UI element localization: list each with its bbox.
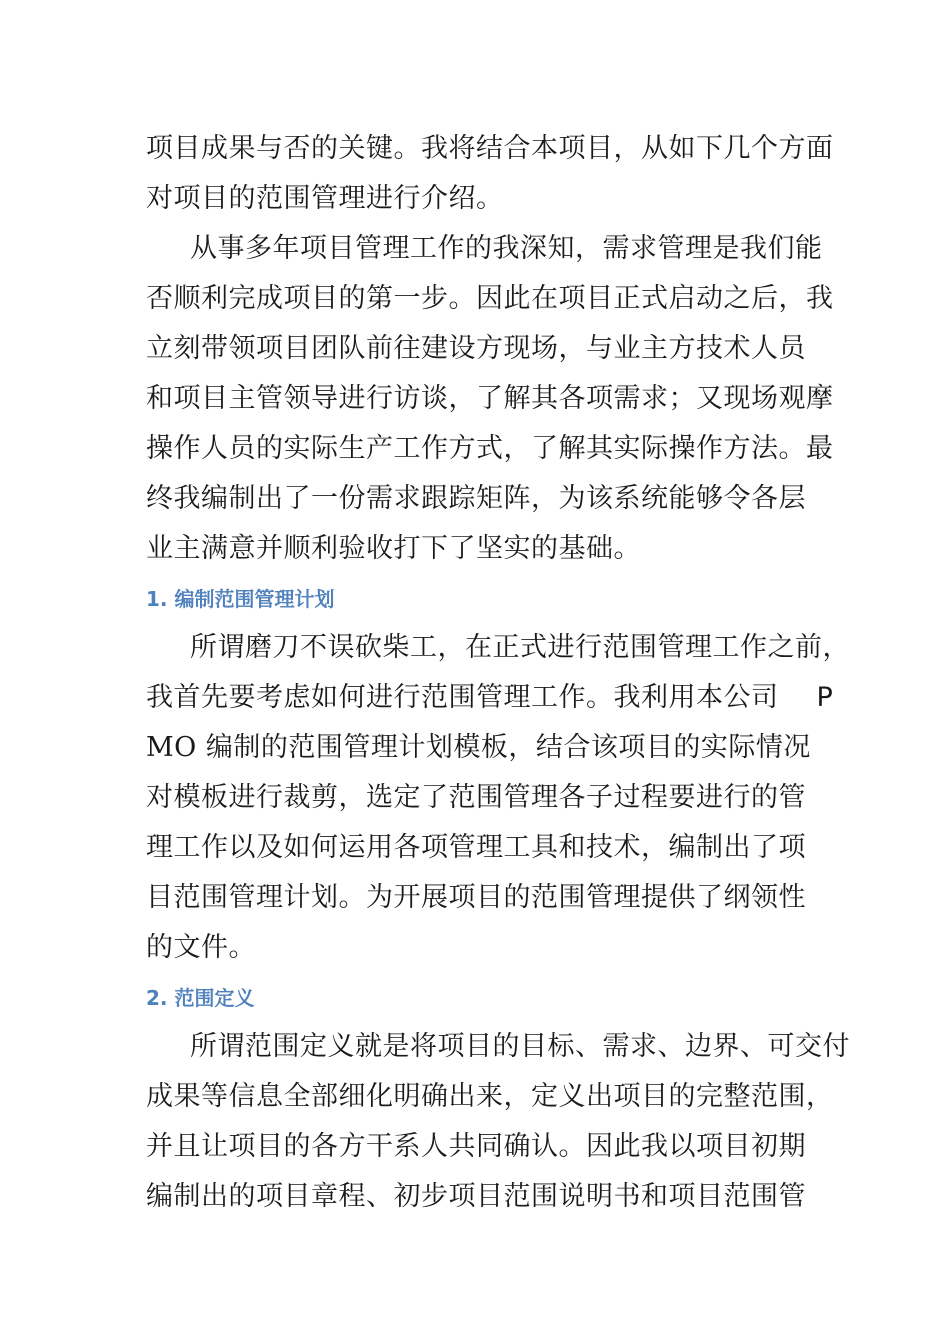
body-text-line: 的文件。 <box>146 932 256 963</box>
body-text-line <box>146 680 833 716</box>
body-text-line: 理工作以及如何运用各项管理工具和技术，编制出了项 <box>146 832 806 863</box>
body-text-line: 从事多年项目管理工作的我深知，需求管理是我们能 <box>190 233 823 264</box>
body-text-line: 项目成果与否的关键。我将结合本项目，从如下几个方面 <box>146 133 834 164</box>
body-text-fragment: P <box>816 682 834 713</box>
body-text-line: 业主满意并顺利验收打下了坚实的基础。 <box>146 533 641 564</box>
body-text-fragment: 我首先要考虑如何进行范围管理工作。我利用本公司 <box>146 682 779 713</box>
body-text-line: 否顺利完成项目的第一步。因此在项目正式启动之后，我 <box>146 283 834 314</box>
body-text-line: 对模板进行裁剪，选定了范围管理各子过程要进行的管 <box>146 782 806 813</box>
body-text-line: 操作人员的实际生产工作方式，了解其实际操作方法。最 <box>146 433 834 464</box>
body-text-line: MO 编制的范围管理计划模板，结合该项目的实际情况 <box>146 732 811 763</box>
section-heading: 1. 编制范围管理计划 <box>146 587 335 611</box>
body-text-line: 编制出的项目章程、初步项目范围说明书和项目范围管 <box>146 1181 806 1212</box>
body-text-line: 目范围管理计划。为开展项目的范围管理提供了纲领性 <box>146 882 806 913</box>
body-text-line: 和项目主管领导进行访谈，了解其各项需求；又现场观摩 <box>146 383 834 414</box>
body-text-line: 并且让项目的各方干系人共同确认。因此我以项目初期 <box>146 1131 806 1162</box>
body-text-line: 立刻带领项目团队前往建设方现场，与业主方技术人员 <box>146 333 806 364</box>
section-heading: 2. 范围定义 <box>146 986 255 1010</box>
body-text-line: 所谓范围定义就是将项目的目标、需求、边界、可交付 <box>190 1031 850 1062</box>
body-text-line: 终我编制出了一份需求跟踪矩阵，为该系统能够令各层 <box>146 483 806 514</box>
body-text-line: 对项目的范围管理进行介绍。 <box>146 183 504 214</box>
body-text-line: 所谓磨刀不误砍柴工，在正式进行范围管理工作之前， <box>190 632 850 663</box>
body-text-line: 成果等信息全部细化明确出来，定义出项目的完整范围， <box>146 1081 834 1112</box>
